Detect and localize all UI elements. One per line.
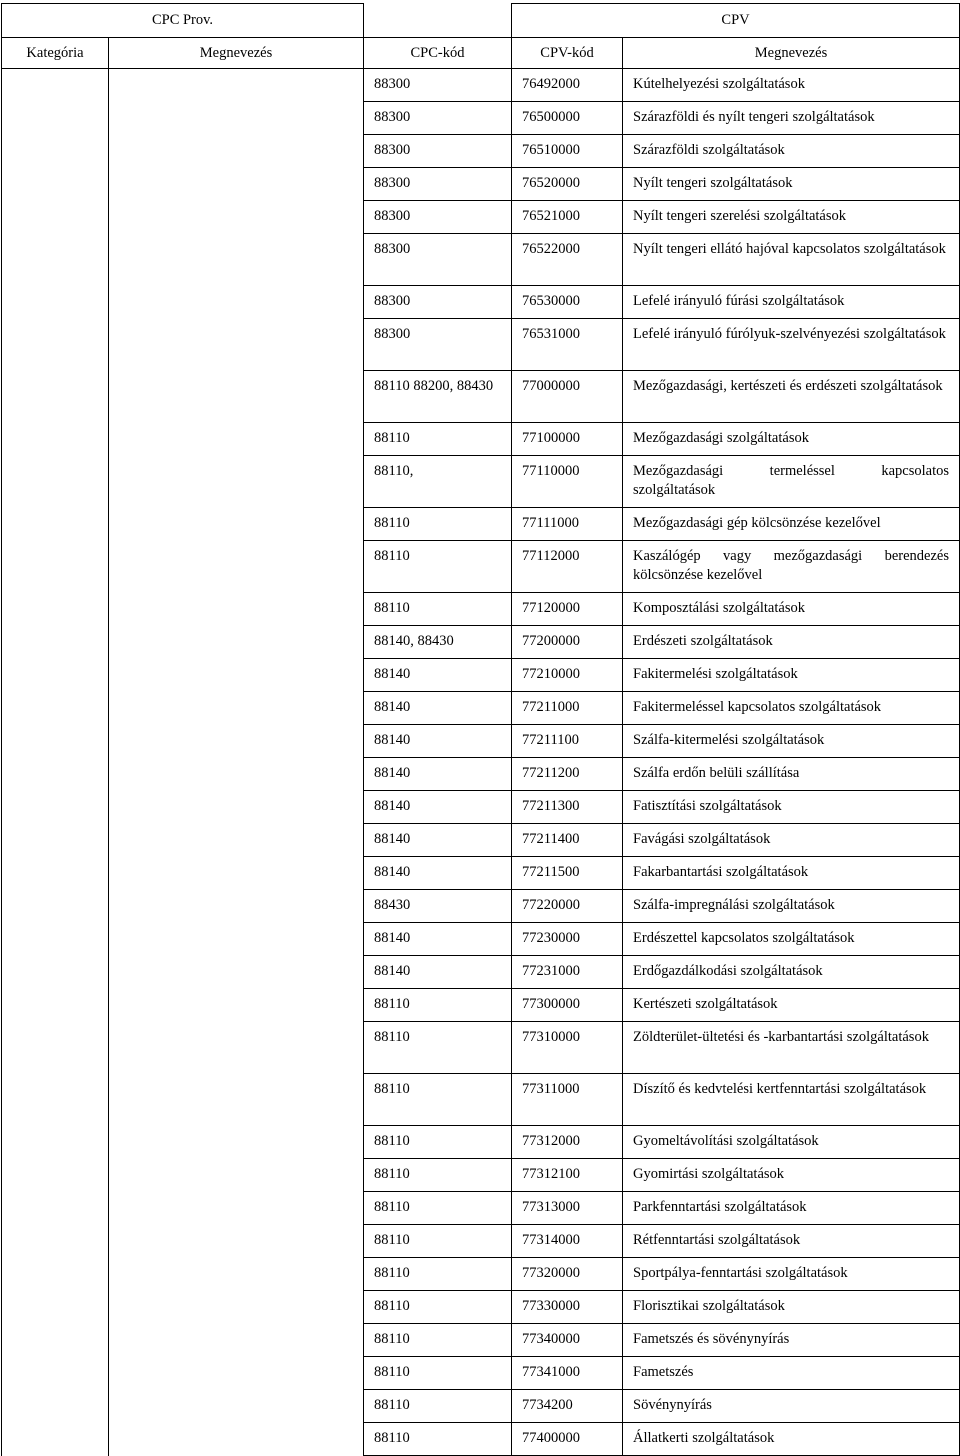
cpc-code-cell: 88300 [364, 135, 512, 168]
cpv-code-cell: 76500000 [512, 102, 623, 135]
cpv-name-cell: Erdőgazdálkodási szolgáltatások [623, 956, 960, 989]
col-header-kategoria: Kategória [2, 38, 109, 69]
cpv-name-cell: Mezőgazdasági, kertészeti és erdészeti szolgáltatások [623, 371, 960, 423]
header-group-row [2, 4, 960, 38]
cpv-code-cell: 77211100 [512, 725, 623, 758]
cpc-code-cell: 88140 [364, 725, 512, 758]
cpv-name-cell: Nyílt tengeri szerelési szolgáltatások [623, 201, 960, 234]
cpc-code-cell: 88140 [364, 956, 512, 989]
cpc-code-cell: 88140, 88430 [364, 626, 512, 659]
cpc-code-cell: 88110 [364, 541, 512, 593]
cpv-code-cell: 7734200 [512, 1390, 623, 1423]
kategoria-cell [2, 69, 109, 1456]
cpv-name-cell: Sportpálya-fenntartási szolgáltatások [623, 1258, 960, 1291]
cpv-code-cell: 77230000 [512, 923, 623, 956]
cpv-code-cell: 77211200 [512, 758, 623, 791]
cpc-code-cell: 88110 [364, 423, 512, 456]
cpv-name-cell: Nyílt tengeri ellátó hajóval kapcsolatos szolgáltatások [623, 234, 960, 286]
cpc-code-cell: 88110 [364, 1074, 512, 1126]
cpc-code-cell: 88110 [364, 593, 512, 626]
cpv-code-cell: 77211000 [512, 692, 623, 725]
cpc-code-cell: 88110 [364, 1423, 512, 1456]
megnevezes-cell [109, 69, 364, 1456]
cpv-name-cell: Mezőgazdasági gép kölcsönzése kezelővel [623, 508, 960, 541]
cpv-code-cell: 77112000 [512, 541, 623, 593]
cpv-name-cell: Díszítő és kedvtelési kertfenntartási szolgáltatások [623, 1074, 960, 1126]
cpv-name-cell: Lefelé irányuló fúrólyuk-szelvényezési szolgáltatások [623, 319, 960, 371]
cpv-name-cell: Szálfa-kitermelési szolgáltatások [623, 725, 960, 758]
cpv-code-cell: 77211300 [512, 791, 623, 824]
cpv-name-cell: Lefelé irányuló fúrási szolgáltatások [623, 286, 960, 319]
cpc-code-cell: 88110 [364, 1390, 512, 1423]
cpc-code-cell: 88110 [364, 1291, 512, 1324]
cpv-name-cell: Favágási szolgáltatások [623, 824, 960, 857]
cpc-code-cell: 88110 [364, 1324, 512, 1357]
cpc-code-cell: 88300 [364, 319, 512, 371]
col-header-cpv-megnevezes: Megnevezés [623, 38, 960, 69]
cpv-name-cell: Gyomeltávolítási szolgáltatások [623, 1126, 960, 1159]
cpv-name-cell: Parkfenntartási szolgáltatások [623, 1192, 960, 1225]
cpc-code-cell: 88140 [364, 791, 512, 824]
cpv-name-cell: Florisztikai szolgáltatások [623, 1291, 960, 1324]
cpv-code-cell: 77313000 [512, 1192, 623, 1225]
cpc-code-cell: 88110, [364, 456, 512, 508]
cpv-code-cell: 77330000 [512, 1291, 623, 1324]
cpc-code-cell: 88300 [364, 234, 512, 286]
cpc-code-cell: 88140 [364, 923, 512, 956]
cpc-cpv-table [1, 3, 960, 1456]
cpc-code-cell: 88110 [364, 1357, 512, 1390]
cpv-code-cell: 76530000 [512, 286, 623, 319]
cpv-name-cell: Nyílt tengeri szolgáltatások [623, 168, 960, 201]
cpc-code-cell: 88110 [364, 1159, 512, 1192]
cpc-code-cell: 88140 [364, 758, 512, 791]
cpv-code-cell: 76510000 [512, 135, 623, 168]
cpc-code-cell: 88110 88200, 88430 [364, 371, 512, 423]
cpc-code-cell: 88140 [364, 824, 512, 857]
cpv-code-cell: 77320000 [512, 1258, 623, 1291]
cpc-code-cell: 88110 [364, 1192, 512, 1225]
cpv-code-cell: 77200000 [512, 626, 623, 659]
group-header-cpc-prov: CPC Prov. [2, 4, 364, 38]
cpv-code-cell: 76521000 [512, 201, 623, 234]
cpv-code-cell: 77211400 [512, 824, 623, 857]
cpv-code-cell: 77000000 [512, 371, 623, 423]
cpc-code-cell: 88110 [364, 989, 512, 1022]
cpv-code-cell: 77211500 [512, 857, 623, 890]
cpv-name-cell: Sövénynyírás [623, 1390, 960, 1423]
cpv-code-cell: 77400000 [512, 1423, 623, 1456]
cpc-code-cell: 88300 [364, 69, 512, 102]
header-column-row [2, 38, 960, 69]
cpv-code-cell: 77110000 [512, 456, 623, 508]
group-header-cpv: CPV [512, 4, 960, 38]
cpv-name-cell: Kaszálógép vagy mezőgazdasági berendezés kölcsönzése kezelővel [623, 541, 960, 593]
cpv-code-cell: 77311000 [512, 1074, 623, 1126]
cpc-code-cell: 88140 [364, 692, 512, 725]
cpv-code-cell: 77312100 [512, 1159, 623, 1192]
col-header-cpc-kod: CPC-kód [364, 38, 512, 69]
cpc-code-cell: 88430 [364, 890, 512, 923]
cpv-code-cell: 77314000 [512, 1225, 623, 1258]
cpv-name-cell: Szálfa erdőn belüli szállítása [623, 758, 960, 791]
cpc-code-cell: 88300 [364, 168, 512, 201]
cpv-name-cell: Rétfenntartási szolgáltatások [623, 1225, 960, 1258]
cpv-name-cell: Szárazföldi szolgáltatások [623, 135, 960, 168]
cpv-name-cell: Fatisztítási szolgáltatások [623, 791, 960, 824]
cpv-code-cell: 77111000 [512, 508, 623, 541]
cpv-code-cell: 77312000 [512, 1126, 623, 1159]
cpv-code-cell: 77220000 [512, 890, 623, 923]
cpv-name-cell: Fametszés [623, 1357, 960, 1390]
cpv-name-cell: Fakarbantartási szolgáltatások [623, 857, 960, 890]
col-header-cpv-kod: CPV-kód [512, 38, 623, 69]
cpc-code-cell: 88140 [364, 659, 512, 692]
cpv-name-cell: Zöldterület-ültetési és -karbantartási szolgáltatások [623, 1022, 960, 1074]
cpv-name-cell: Erdészeti szolgáltatások [623, 626, 960, 659]
col-header-megnevezes: Megnevezés [109, 38, 364, 69]
cpc-code-cell: 88300 [364, 286, 512, 319]
cpc-code-cell: 88110 [364, 508, 512, 541]
cpv-code-cell: 77120000 [512, 593, 623, 626]
cpv-name-cell: Állatkerti szolgáltatások [623, 1423, 960, 1456]
cpv-code-cell: 77310000 [512, 1022, 623, 1074]
cpc-code-cell: 88110 [364, 1126, 512, 1159]
cpv-name-cell: Mezőgazdasági szolgáltatások [623, 423, 960, 456]
cpv-code-cell: 76522000 [512, 234, 623, 286]
cpv-name-cell: Gyomirtási szolgáltatások [623, 1159, 960, 1192]
cpv-code-cell: 77210000 [512, 659, 623, 692]
cpv-name-cell: Szálfa-impregnálási szolgáltatások [623, 890, 960, 923]
table-body [2, 69, 960, 1456]
cpv-name-cell: Fakitermeléssel kapcsolatos szolgáltatások [623, 692, 960, 725]
cpv-name-cell: Kútelhelyezési szolgáltatások [623, 69, 960, 102]
cpc-code-cell: 88110 [364, 1225, 512, 1258]
cpv-code-cell: 77340000 [512, 1324, 623, 1357]
cpv-code-cell: 77100000 [512, 423, 623, 456]
cpv-code-cell: 76531000 [512, 319, 623, 371]
cpv-code-cell: 76520000 [512, 168, 623, 201]
cpc-code-cell: 88110 [364, 1022, 512, 1074]
cpv-name-cell: Szárazföldi és nyílt tengeri szolgáltatások [623, 102, 960, 135]
cpc-code-cell: 88140 [364, 857, 512, 890]
cpv-code-cell: 77341000 [512, 1357, 623, 1390]
cpv-name-cell: Fametszés és sövénynyírás [623, 1324, 960, 1357]
cpv-name-cell: Erdészettel kapcsolatos szolgáltatások [623, 923, 960, 956]
cpv-code-cell: 77231000 [512, 956, 623, 989]
table-row [2, 69, 960, 102]
cpv-name-cell: Mezőgazdasági termeléssel kapcsolatos szolgáltatások [623, 456, 960, 508]
group-header-spacer [364, 4, 512, 38]
cpv-code-cell: 76492000 [512, 69, 623, 102]
cpv-name-cell: Komposztálási szolgáltatások [623, 593, 960, 626]
cpv-name-cell: Fakitermelési szolgáltatások [623, 659, 960, 692]
cpv-code-cell: 77300000 [512, 989, 623, 1022]
cpv-name-cell: Kertészeti szolgáltatások [623, 989, 960, 1022]
cpc-code-cell: 88110 [364, 1258, 512, 1291]
cpc-code-cell: 88300 [364, 102, 512, 135]
cpc-code-cell: 88300 [364, 201, 512, 234]
